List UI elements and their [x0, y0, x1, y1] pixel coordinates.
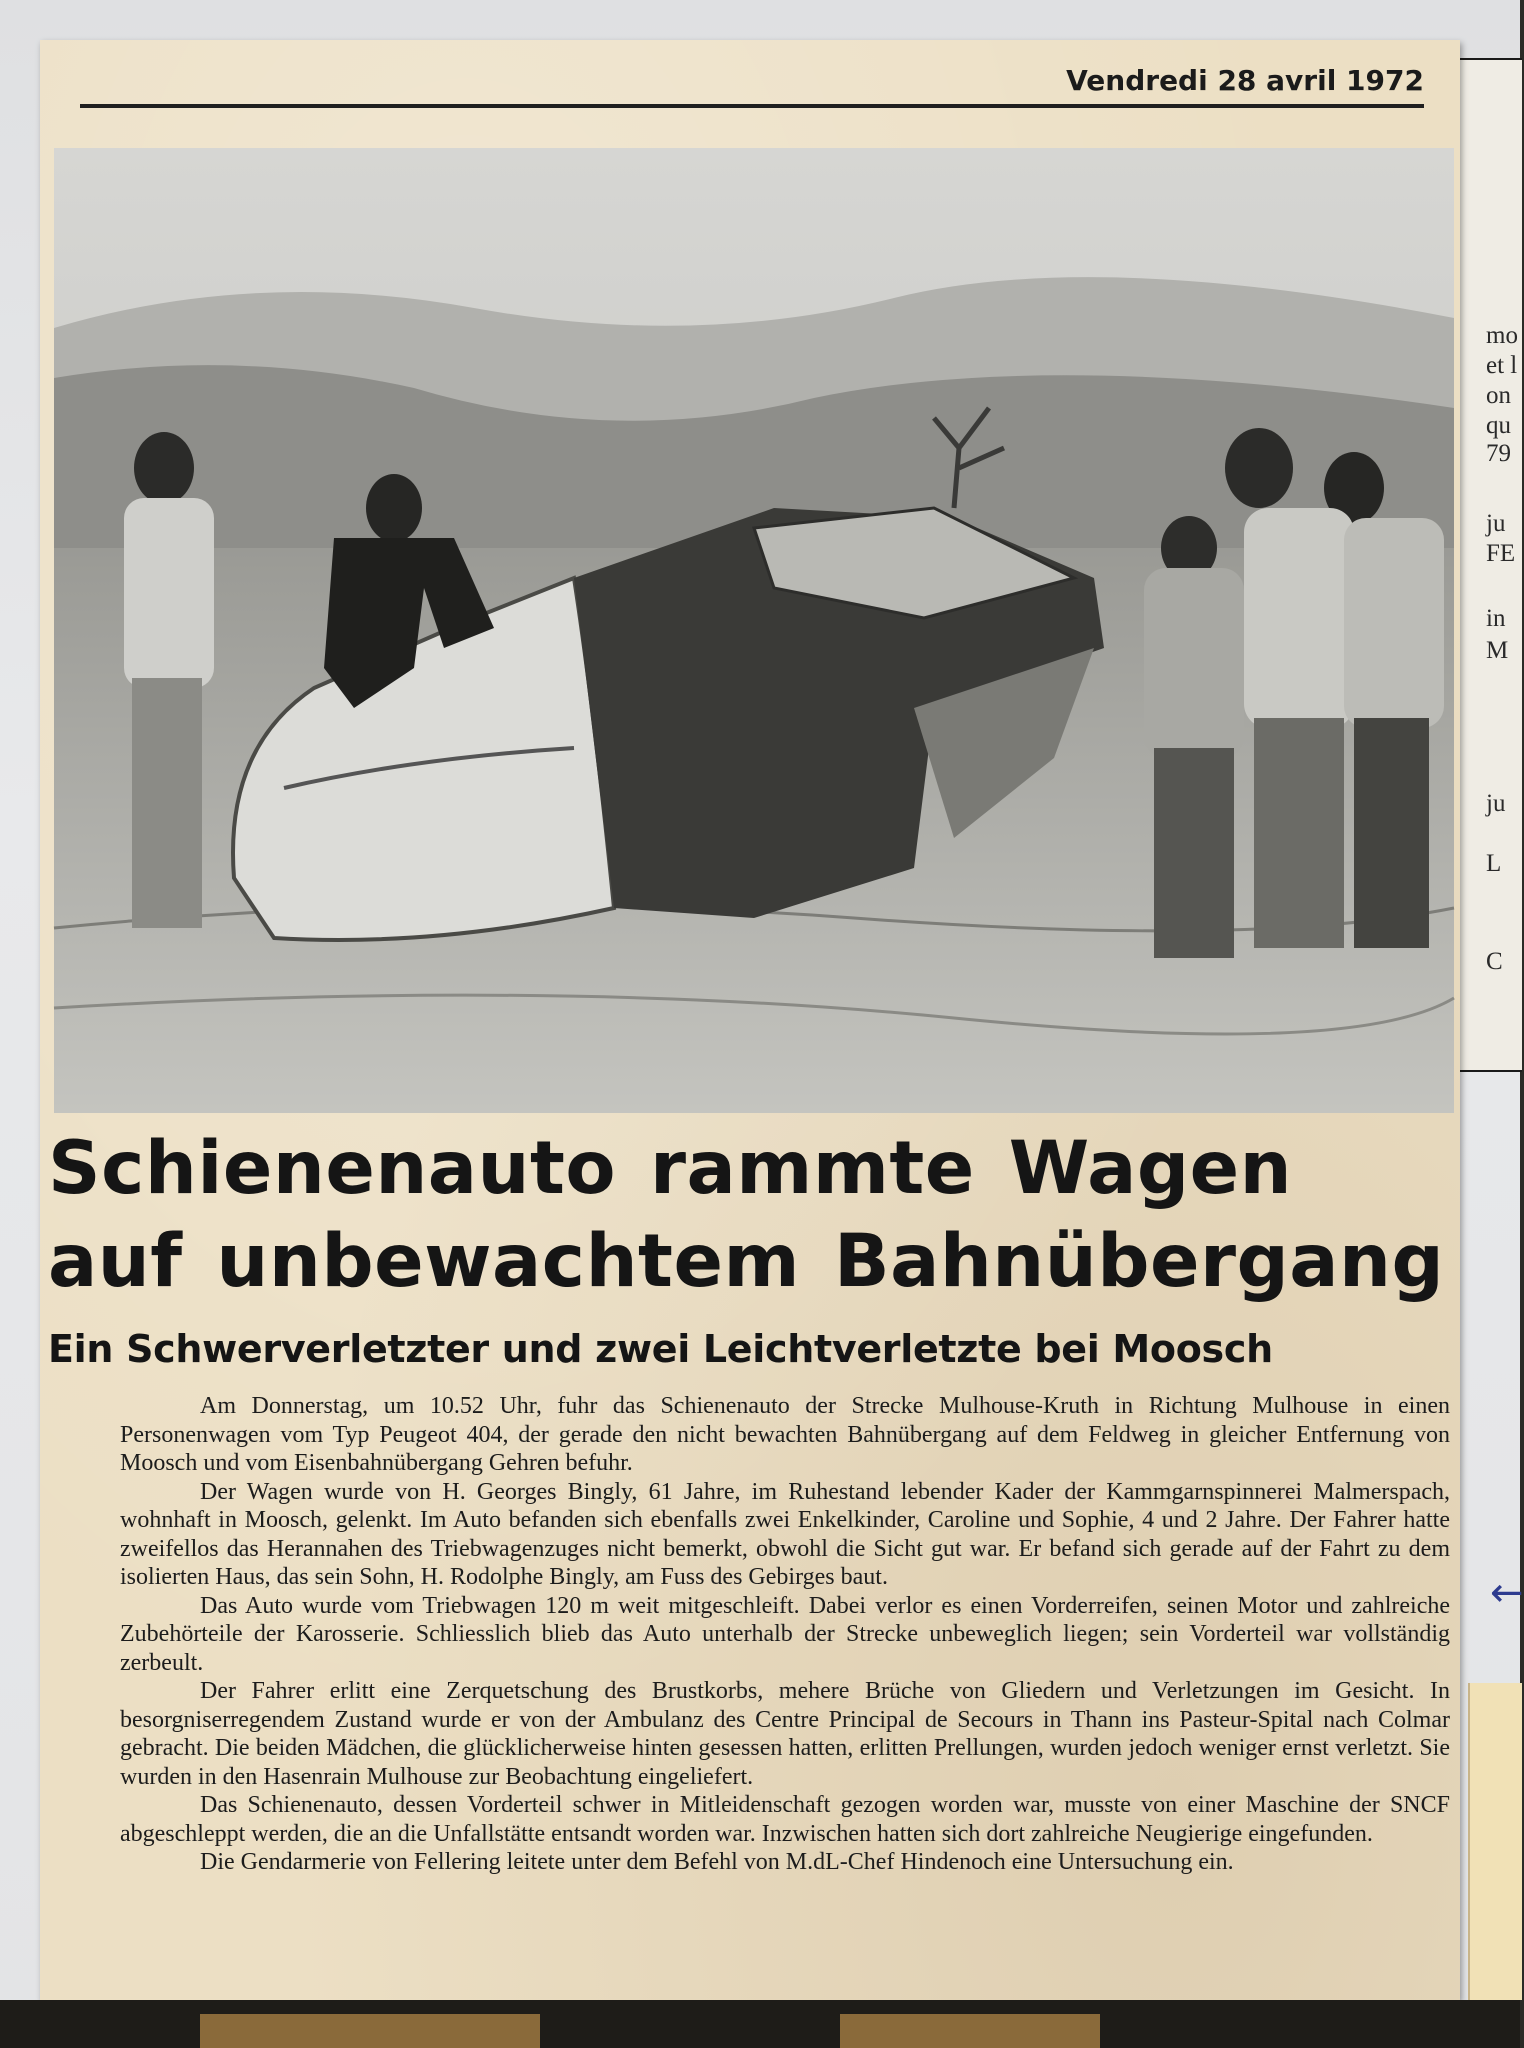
- article-paragraph: Die Gendarmerie von Fellering leitete unter dem Befehl von M.dL-Chef Hindenoch eine Untersuchung ein.: [200, 1849, 1234, 1875]
- background-object: [840, 2014, 1100, 2048]
- subheadline: Ein Schwerverletzter und zwei Leichtverletzte bei Moosch: [48, 1327, 1273, 1371]
- side-text-fragment: C: [1486, 948, 1503, 975]
- side-text-fragment: L: [1486, 850, 1502, 877]
- article-paragraph: Der Wagen wurde von H. Georges Bingly, 61 Jahre, im Ruhestand lebender Kader der Kammgarnspinnerei Malmerspach, wohnhaft in Moosch, gelenkt. Im Auto befanden sich ebenfalls zwei Enkelkinder, Caroline und Sophie, 4 und 2 Jahre. Der Fahrer hatte zweifellos das Herannahen des Triebwagenzuges nicht bemerkt, obwohl die Sicht gut war. Er befand sich gerade auf der Fahrt zu dem isolierten Haus, das sein Sohn, H. Rodolphe Bingly, am Fuss des Gebirges baut.: [120, 1478, 1450, 1590]
- article-paragraph: Das Schienenauto, dessen Vorderteil schwer in Mitleidenschaft gezogen worden war, musste von einer Maschine der SNCF abgeschleppt werden, die an die Unfallstätte entsandt worden war. Inzwischen hatten sich dort zahlreiche Neugierige eingefunden.: [120, 1792, 1450, 1847]
- sticky-note: [1468, 1683, 1522, 2000]
- accident-photo-image: [54, 148, 1454, 1113]
- side-text-fragment: et l: [1486, 352, 1518, 379]
- side-text-fragment: on: [1486, 382, 1511, 409]
- side-text-fragment: ju: [1486, 790, 1506, 817]
- side-text-fragment: FE: [1486, 540, 1516, 567]
- side-text-fragment: ju: [1486, 510, 1506, 537]
- article-paragraph: Der Fahrer erlitt eine Zerquetschung des Brustkorbs, mehere Brüche von Gliedern und Verletzungen im Gesicht. In besorgniserregendem Zustand wurde er von der Ambulanz des Centre Principal de Secours in Thann ins Pasteur-Spital nach Colmar gebracht. Die beiden Mädchen, die glücklicherweise hinten gesessen hatten, erlitten Prellungen, wurden jedoch weniger ernst verletzt. Sie wurden in den Hasenrain Mulhouse zur Beobachtung eingeliefert.: [120, 1678, 1450, 1790]
- side-text-fragment: in: [1486, 605, 1506, 632]
- accident-photo: [54, 148, 1454, 1113]
- top-rule: [80, 104, 1424, 108]
- dateline: Vendredi 28 avril 1972: [1066, 64, 1424, 97]
- side-text-fragment: qu: [1486, 412, 1511, 439]
- album-bottom-edge: [0, 2000, 1520, 2048]
- side-text-fragment: mo: [1486, 322, 1518, 349]
- side-text-fragment: M: [1486, 637, 1509, 664]
- pen-arrow-mark: ←: [1490, 1570, 1524, 1616]
- article-paragraph: Das Auto wurde vom Triebwagen 120 m weit mitgeschleift. Dabei verlor es einen Vorderreifen, seinen Motor und zahlreiche Zubehörteile der Karosserie. Schliesslich blieb das Auto unterhalb der Strecke unbeweglich liegen; sein Vorderteil war vollständig zerbeult.: [120, 1592, 1450, 1676]
- article-body: [120, 1392, 1450, 1877]
- background-object: [200, 2014, 540, 2048]
- article-paragraph: Am Donnerstag, um 10.52 Uhr, fuhr das Schienenauto der Strecke Mulhouse-Kruth in Richtung Mulhouse in einen Personenwagen vom Typ Peugeot 404, der gerade den nicht bewachten Bahnübergang auf dem Feldweg in gleicher Entfernung von Moosch und vom Eisenbahnübergang Gehren befuhr.: [120, 1393, 1450, 1476]
- side-text-fragment: 79: [1486, 440, 1511, 467]
- headline: Schienenauto rammte Wagen auf unbewachtem Bahnübergang: [48, 1126, 1445, 1304]
- newspaper-clipping: [40, 40, 1460, 2000]
